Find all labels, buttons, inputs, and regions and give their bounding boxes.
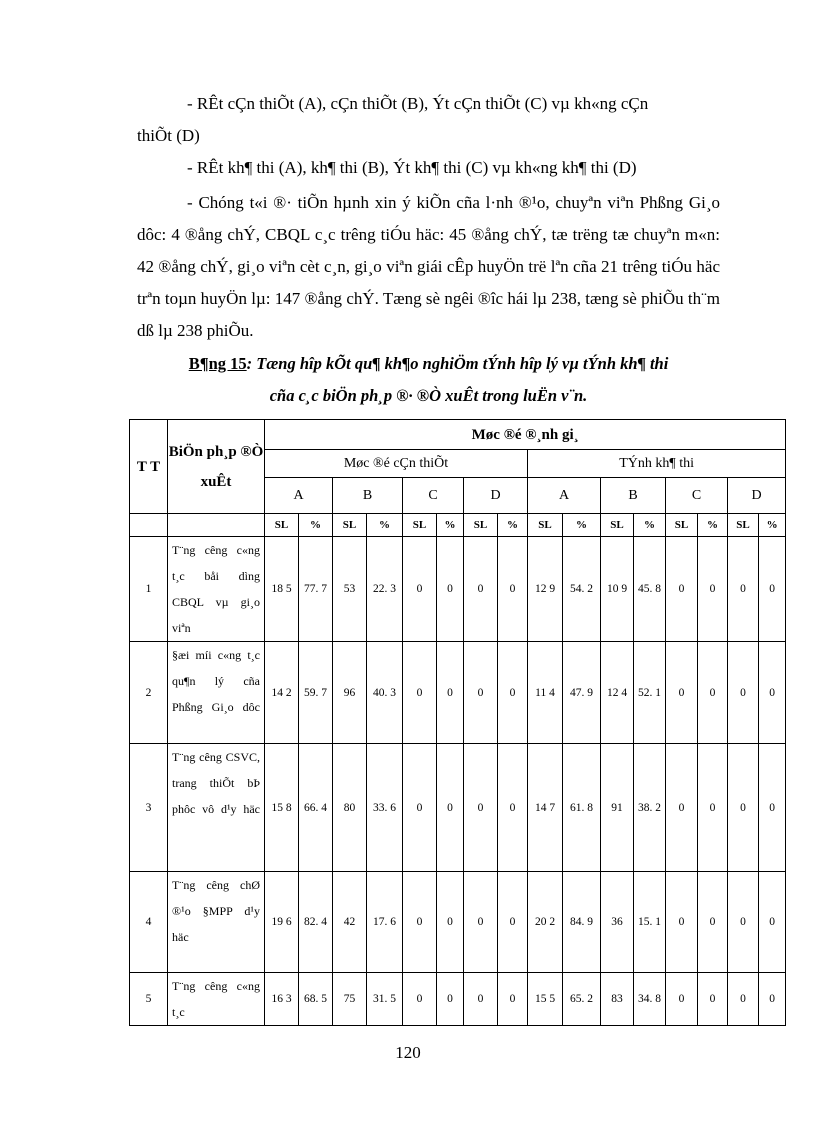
- header-feasibility: TÝnh kh¶ thi: [528, 450, 786, 478]
- cell-value: 0: [728, 642, 759, 744]
- cell-value: 53: [333, 537, 367, 642]
- paragraph-necessity-scale-line2: thiÕt (D): [137, 126, 200, 145]
- subheader-pct: %: [759, 514, 786, 537]
- cell-value: 0: [464, 537, 498, 642]
- cell-value: 0: [437, 744, 464, 872]
- cell-value: 80: [333, 744, 367, 872]
- cell-tt: 1: [130, 537, 168, 642]
- cell-value: 0: [666, 872, 698, 973]
- subheader-sl: SL: [601, 514, 634, 537]
- cell-value: 31. 5: [367, 973, 403, 1026]
- subheader-pct: %: [299, 514, 333, 537]
- header-evaluation-level: Møc ®é ®¸nh gi¸: [265, 420, 786, 450]
- cell-value: 0: [498, 744, 528, 872]
- cell-value: 84. 9: [563, 872, 601, 973]
- results-table: [129, 419, 786, 1026]
- header-feasibility-a: A: [528, 478, 601, 514]
- cell-value: 0: [498, 872, 528, 973]
- header-feasibility-d: D: [728, 478, 786, 514]
- table-caption: [137, 350, 720, 378]
- header-feasibility-c: C: [666, 478, 728, 514]
- paragraph-necessity-scale-line1: - RÊt cÇn thiÕt (A), cÇn thiÕt (B), Ýt cÇn thiÕt (C) vµ kh«ng cÇn: [187, 94, 649, 113]
- cell-value: 91: [601, 744, 634, 872]
- cell-tt: 3: [130, 744, 168, 872]
- header-necessity-d: D: [464, 478, 528, 514]
- cell-value: 0: [759, 872, 786, 973]
- cell-value: 0: [698, 537, 728, 642]
- cell-value: 0: [728, 872, 759, 973]
- header-tt: T T: [130, 420, 168, 514]
- cell-value: 40. 3: [367, 642, 403, 744]
- paragraph-feasibility-scale: - RÊt kh¶ thi (A), kh¶ thi (B), Ýt kh¶ thi (C) vµ kh«ng kh¶ thi (D): [187, 158, 637, 177]
- cell-value: 65. 2: [563, 973, 601, 1026]
- cell-value: 0: [666, 744, 698, 872]
- cell-value: 0: [437, 537, 464, 642]
- header-necessity-c: C: [403, 478, 464, 514]
- cell-value: 52. 1: [634, 642, 666, 744]
- cell-value: 0: [403, 973, 437, 1026]
- subheader-sl: SL: [265, 514, 299, 537]
- cell-tt: 5: [130, 973, 168, 1026]
- cell-value: 0: [759, 973, 786, 1026]
- header-measure: BiÖn ph¸p ®Ò xuÊt: [168, 420, 265, 514]
- header-necessity-b: B: [333, 478, 403, 514]
- cell-value: 0: [437, 642, 464, 744]
- cell-value: 96: [333, 642, 367, 744]
- cell-value: 45. 8: [634, 537, 666, 642]
- cell-value: 0: [464, 973, 498, 1026]
- cell-value: 12 4: [601, 642, 634, 744]
- cell-value: 17. 6: [367, 872, 403, 973]
- cell-value: 14 7: [528, 744, 563, 872]
- cell-measure-name: T¨ng cêng c«ng t¸c: [168, 973, 265, 1026]
- cell-value: 20 2: [528, 872, 563, 973]
- subheader-sl: SL: [333, 514, 367, 537]
- cell-value: 75: [333, 973, 367, 1026]
- table-caption-line2: cña c¸c biÖn ph¸p ®· ®Ò xuÊt trong luËn v¨n.: [269, 386, 588, 405]
- cell-value: 0: [759, 537, 786, 642]
- cell-value: 0: [464, 872, 498, 973]
- subheader-pct: %: [634, 514, 666, 537]
- table-row: [130, 744, 786, 872]
- table-caption-line1: : Tæng hîp kÕt qu¶ kh¶o nghiÖm tÝnh hîp lý vµ tÝnh kh¶ thi: [246, 354, 669, 373]
- cell-value: 38. 2: [634, 744, 666, 872]
- cell-value: 0: [666, 537, 698, 642]
- cell-value: 0: [728, 537, 759, 642]
- cell-value: 18 5: [265, 537, 299, 642]
- cell-measure-name: §æi míi c«ng t¸c qu¶n lý cña Phßng Gi¸o dôc: [168, 642, 265, 744]
- cell-value: 0: [698, 744, 728, 872]
- cell-measure-name: T¨ng cêng chØ ®¹o §MPP d¹y häc: [168, 872, 265, 973]
- cell-value: 0: [403, 872, 437, 973]
- header-necessity: Møc ®é cÇn thiÕt: [265, 450, 528, 478]
- cell-tt: 4: [130, 872, 168, 973]
- cell-value: 0: [728, 744, 759, 872]
- cell-value: 19 6: [265, 872, 299, 973]
- cell-value: 0: [698, 872, 728, 973]
- subheader-empty-measure: [168, 514, 265, 537]
- cell-value: 0: [464, 642, 498, 744]
- subheader-pct: %: [437, 514, 464, 537]
- table-row: [130, 973, 786, 1026]
- cell-value: 14 2: [265, 642, 299, 744]
- cell-value: 68. 5: [299, 973, 333, 1026]
- cell-value: 11 4: [528, 642, 563, 744]
- cell-value: 15 8: [265, 744, 299, 872]
- paragraph-survey-description: - Chóng t«i ®· tiÕn hµnh xin ý kiÕn cña l·nh ®¹o, chuyªn viªn Phßng Gi¸o dôc: 4 ®ång chÝ, CBQL c¸c trêng tiÓu häc: 45 ®ång chÝ, tæ trëng tæ chuyªn m«n: 42 ®ång chÝ, gi¸o viªn cèt c¸n, gi¸o viªn giái cÊp huyÖn trë lªn cña 21 trêng tiÓu häc trªn toµn huyÖn lµ: 147 ®ång chÝ. Tæng sè ngêi ®îc hái lµ 238, tæng sè phiÕu th¨m dß lµ 238 phiÕu.: [137, 193, 720, 340]
- cell-tt: 2: [130, 642, 168, 744]
- cell-value: 15 5: [528, 973, 563, 1026]
- cell-value: 0: [403, 642, 437, 744]
- cell-value: 61. 8: [563, 744, 601, 872]
- header-feasibility-b: B: [601, 478, 666, 514]
- header-necessity-a: A: [265, 478, 333, 514]
- cell-value: 0: [437, 973, 464, 1026]
- cell-value: 0: [437, 872, 464, 973]
- cell-value: 0: [464, 744, 498, 872]
- cell-value: 54. 2: [563, 537, 601, 642]
- cell-value: 0: [698, 973, 728, 1026]
- cell-value: 47. 9: [563, 642, 601, 744]
- cell-value: 16 3: [265, 973, 299, 1026]
- table-row: [130, 872, 786, 973]
- subheader-sl: SL: [728, 514, 759, 537]
- cell-value: 0: [728, 973, 759, 1026]
- table-caption-label: B¶ng 15: [188, 354, 247, 373]
- cell-measure-name: T¨ng cêng CSVC, trang thiÕt bÞ phôc vô d¹y häc: [168, 744, 265, 872]
- cell-value: 42: [333, 872, 367, 973]
- subheader-sl: SL: [464, 514, 498, 537]
- cell-value: 33. 6: [367, 744, 403, 872]
- page-number: 120: [395, 1043, 421, 1062]
- cell-value: 10 9: [601, 537, 634, 642]
- subheader-pct: %: [367, 514, 403, 537]
- cell-value: 0: [498, 537, 528, 642]
- subheader-sl: SL: [666, 514, 698, 537]
- cell-value: 12 9: [528, 537, 563, 642]
- table-row: [130, 642, 786, 744]
- cell-value: 0: [666, 973, 698, 1026]
- cell-value: 0: [666, 642, 698, 744]
- cell-value: 34. 8: [634, 973, 666, 1026]
- cell-value: 36: [601, 872, 634, 973]
- cell-value: 0: [498, 973, 528, 1026]
- subheader-sl: SL: [403, 514, 437, 537]
- cell-value: 66. 4: [299, 744, 333, 872]
- cell-value: 59. 7: [299, 642, 333, 744]
- cell-value: 0: [698, 642, 728, 744]
- cell-value: 0: [759, 642, 786, 744]
- cell-value: 22. 3: [367, 537, 403, 642]
- cell-value: 77. 7: [299, 537, 333, 642]
- table-row: [130, 537, 786, 642]
- subheader-pct: %: [563, 514, 601, 537]
- cell-value: 0: [498, 642, 528, 744]
- subheader-empty-tt: [130, 514, 168, 537]
- cell-value: 0: [403, 744, 437, 872]
- cell-value: 0: [759, 744, 786, 872]
- subheader-sl: SL: [528, 514, 563, 537]
- cell-value: 82. 4: [299, 872, 333, 973]
- subheader-pct: %: [698, 514, 728, 537]
- cell-value: 0: [403, 537, 437, 642]
- subheader-pct: %: [498, 514, 528, 537]
- cell-value: 15. 1: [634, 872, 666, 973]
- cell-value: 83: [601, 973, 634, 1026]
- cell-measure-name: T¨ng cêng c«ng t¸c båi dìng CBQL vµ gi¸o viªn: [168, 537, 265, 642]
